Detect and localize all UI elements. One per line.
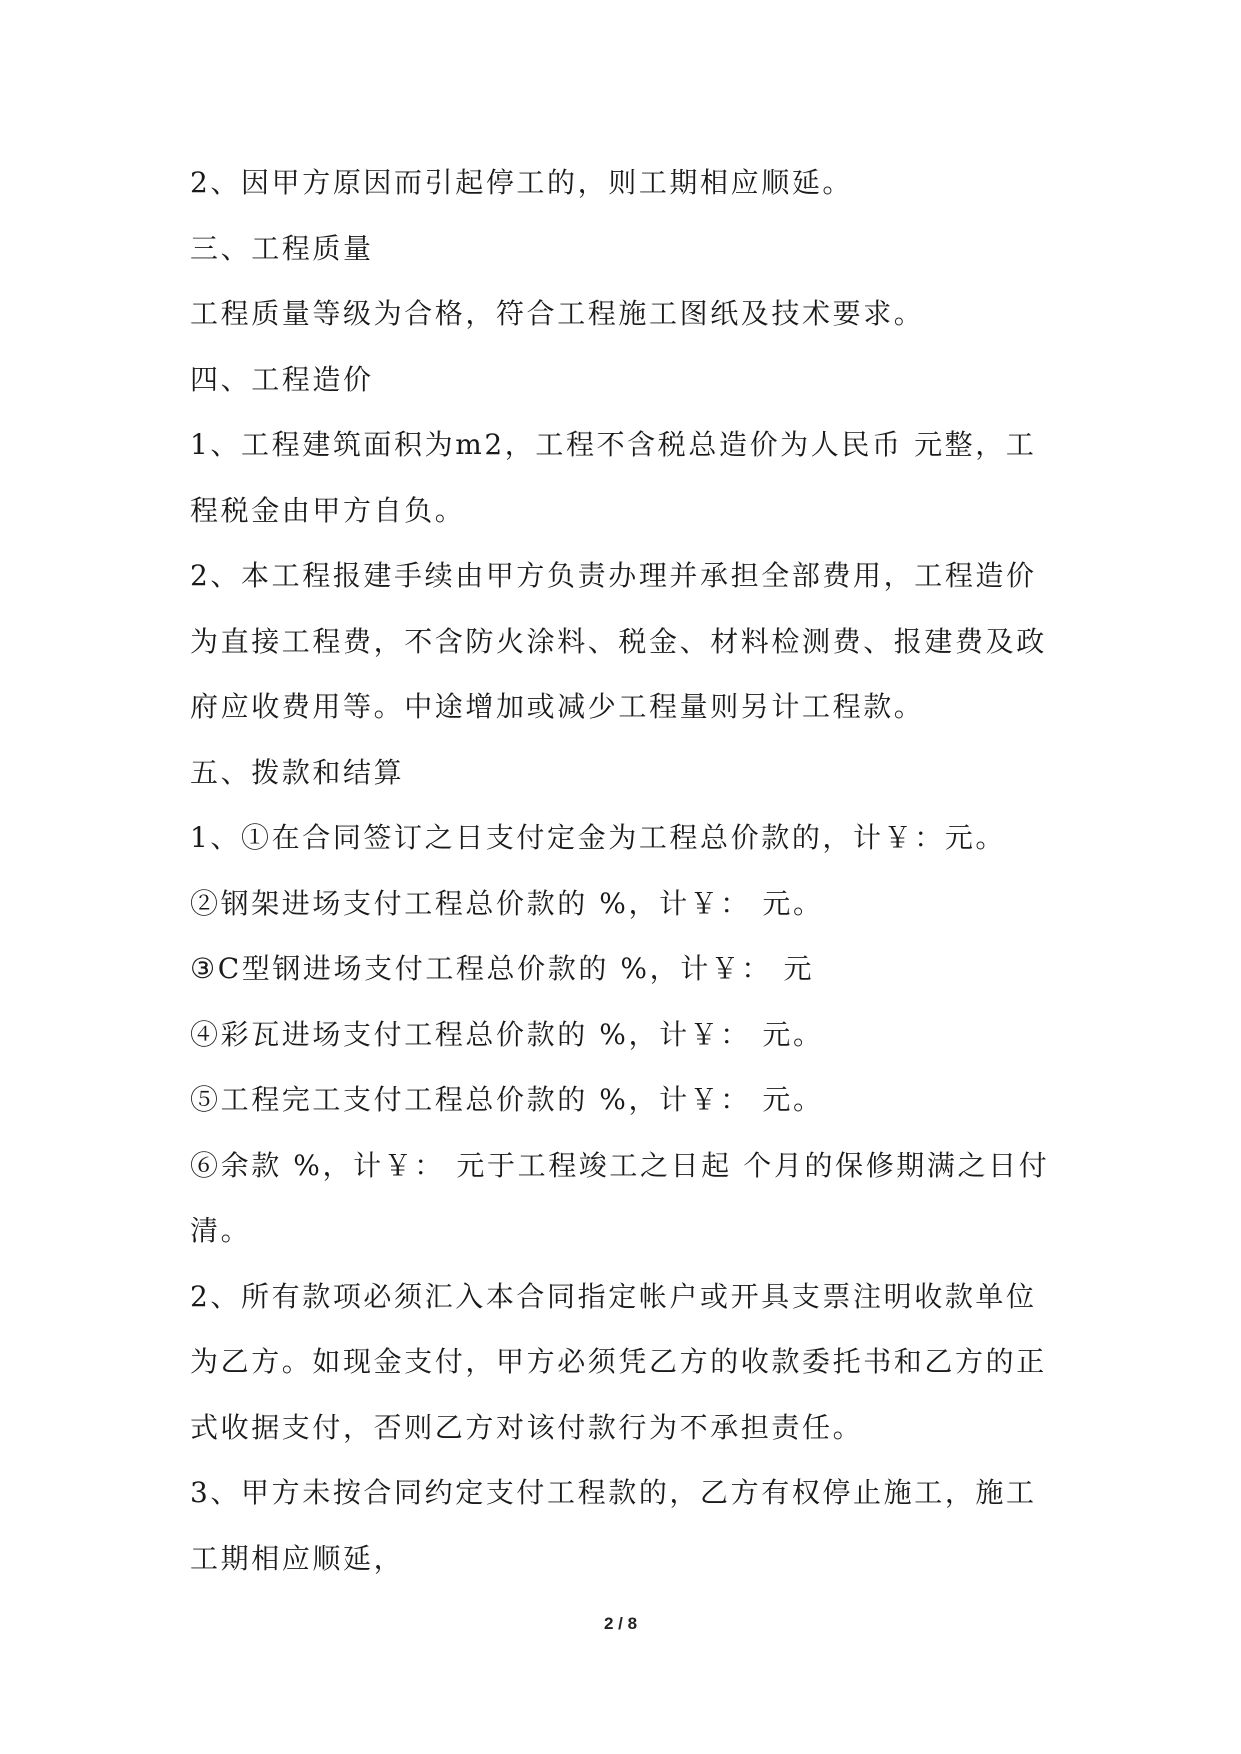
- text-line: 为直接工程费，不含防火涂料、税金、材料检测费、报建费及政: [190, 624, 1047, 658]
- text-line: ⑥余款 %，计￥： 元于工程竣工之日起 个月的保修期满之日付: [190, 1148, 1050, 1182]
- text-line: ⑤工程完工支付工程总价款的 %，计￥： 元。: [190, 1083, 824, 1116]
- section-heading: 五、拨款和结算: [190, 755, 405, 789]
- text-line: 2、本工程报建手续由甲方负责办理并承担全部费用，工程造价: [190, 559, 1037, 592]
- text-line: 工程质量等级为合格，符合工程施工图纸及技术要求。: [190, 297, 925, 330]
- document-body: [190, 150, 1060, 1591]
- text-line: ②钢架进场支付工程总价款的 %，计￥： 元。: [190, 886, 824, 920]
- text-line: 1、①在合同签订之日支付定金为工程总价款的，计￥：元。: [190, 821, 1007, 854]
- text-line: 式收据支付，否则乙方对该付款行为不承担责任。: [190, 1410, 864, 1444]
- text-line: 为乙方。如现金支付，甲方必须凭乙方的收款委托书和乙方的正: [190, 1345, 1047, 1378]
- text-line: 2、因甲方原因而引起停工的，则工期相应顺延。: [190, 166, 854, 199]
- section-heading: 四、工程造价: [190, 362, 374, 396]
- text-line: ④彩瓦进场支付工程总价款的 %，计￥： 元。: [190, 1017, 824, 1051]
- text-line: 工期相应顺延，: [190, 1541, 405, 1575]
- text-line: 府应收费用等。中途增加或减少工程量则另计工程款。: [190, 690, 925, 723]
- text-line: 2、所有款项必须汇入本合同指定帐户或开具支票注明收款单位: [190, 1279, 1037, 1313]
- text-line: ③C型钢进场支付工程总价款的 %，计￥： 元: [190, 952, 815, 985]
- text-line: 程税金由甲方自负。: [190, 493, 466, 527]
- text-line: 1、工程建筑面积为m2，工程不含税总造价为人民币 元整，工: [190, 428, 1037, 461]
- text-line: 3、甲方未按合同约定支付工程款的，乙方有权停止施工，施工: [190, 1476, 1037, 1509]
- page-number: 2 / 8: [603, 1614, 638, 1633]
- text-line: 清。: [190, 1214, 252, 1247]
- section-heading: 三、工程质量: [190, 231, 374, 265]
